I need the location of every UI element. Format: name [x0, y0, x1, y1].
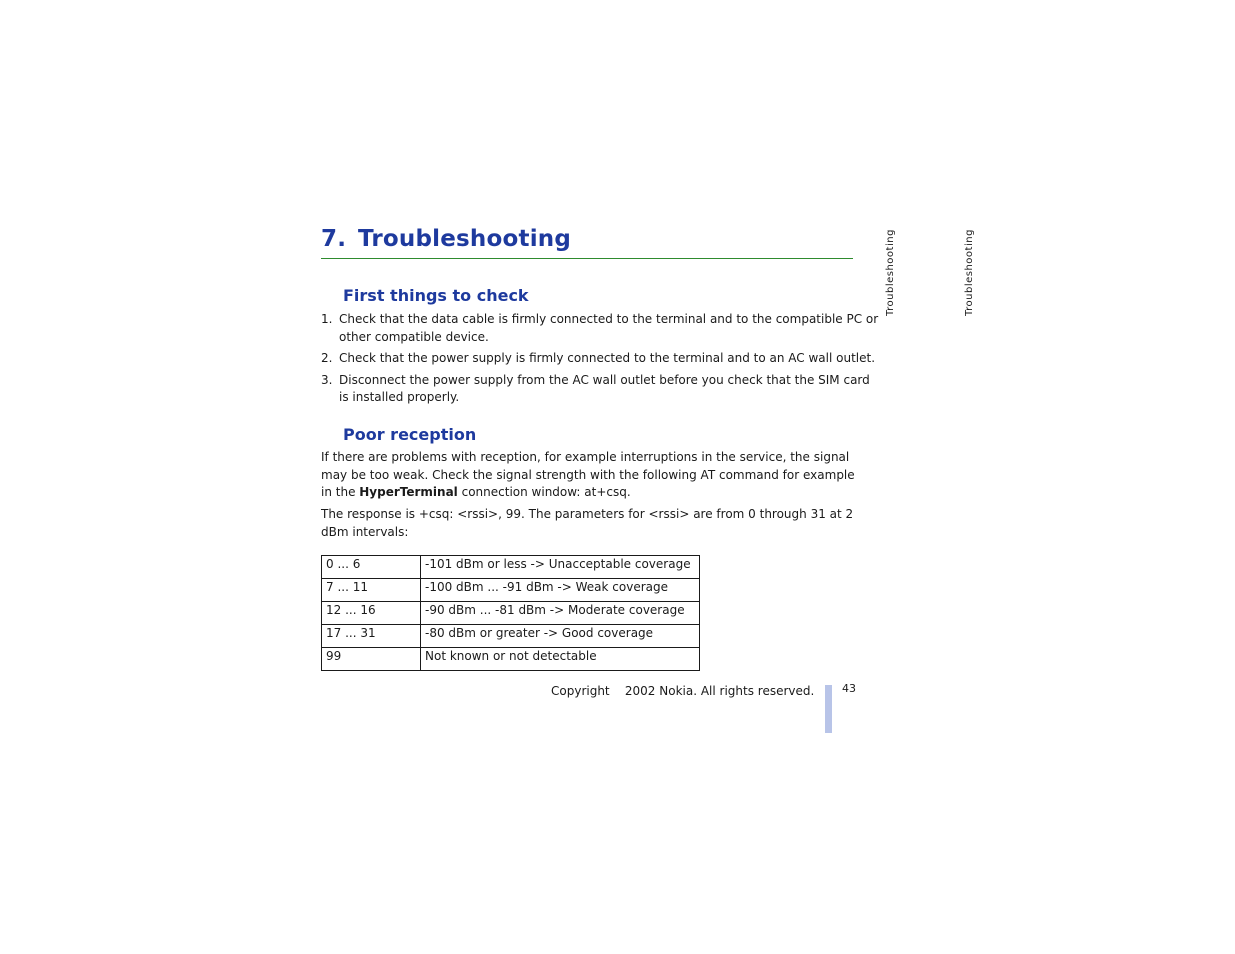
side-label-right: Troubleshooting	[964, 229, 975, 316]
rssi-range-cell: 99	[322, 648, 421, 671]
table-row	[322, 625, 700, 648]
coverage-cell: -100 dBm ... -91 dBm -> Weak coverage	[421, 579, 700, 602]
rssi-range-cell: 7 ... 11	[322, 579, 421, 602]
coverage-cell: -80 dBm or greater -> Good coverage	[421, 625, 700, 648]
table-row	[322, 602, 700, 625]
chapter-divider	[321, 258, 853, 259]
reception-paragraph-end: connection window: at+csq.	[457, 485, 631, 499]
chapter-title	[321, 226, 853, 252]
list-item-text: Disconnect the power supply from the AC wall outlet before you check that the SIM card is installed properly.	[339, 372, 870, 404]
table-row	[322, 648, 700, 671]
list-item	[321, 311, 881, 346]
section-heading-first-things: First things to check	[343, 286, 529, 305]
table-row	[322, 579, 700, 602]
section-heading-poor-reception: Poor reception	[343, 425, 477, 444]
chapter-number: 7.	[321, 226, 347, 252]
list-item-number: 1.	[321, 312, 333, 326]
list-item-number: 3.	[321, 372, 333, 387]
coverage-cell: -90 dBm ... -81 dBm -> Moderate coverage	[421, 602, 700, 625]
checklist	[321, 311, 881, 407]
reception-paragraph-start: If there are problems with reception, for example interruptions in the service, the signal may be too weak. Check the signal strength with the following AT command for example in the	[321, 450, 855, 499]
page-marker-bar	[825, 685, 832, 733]
rssi-range-cell: 0 ... 6	[322, 556, 421, 579]
chapter-title-text: Troubleshooting	[358, 226, 572, 252]
list-item-text: Check that the power supply is firmly connected to the terminal and to an AC wall outlet.	[339, 351, 876, 365]
list-item	[321, 350, 881, 368]
list-item	[321, 372, 881, 407]
list-item-text: Check that the data cable is firmly connected to the terminal and to the compatible PC or other compatible device.	[339, 312, 879, 344]
page-number: 43	[842, 682, 856, 695]
hyperterminal-term: HyperTerminal	[359, 485, 458, 499]
coverage-cell: -101 dBm or less -> Unacceptable coverage	[421, 556, 700, 579]
response-paragraph: The response is +csq: <rssi>, 99. The parameters for <rssi> are from 0 through 31 at 2 dBm intervals:	[321, 507, 854, 539]
rssi-range-cell: 17 ... 31	[322, 625, 421, 648]
table-row	[322, 556, 700, 579]
list-item-number: 2.	[321, 351, 333, 365]
copyright-notice: Copyright 2002 Nokia. All rights reserved.	[551, 684, 815, 698]
side-label-left: Troubleshooting	[885, 229, 896, 316]
reception-paragraph	[321, 449, 866, 502]
rssi-range-cell: 12 ... 16	[322, 602, 421, 625]
coverage-cell: Not known or not detectable	[421, 648, 700, 671]
rssi-table	[321, 555, 700, 671]
